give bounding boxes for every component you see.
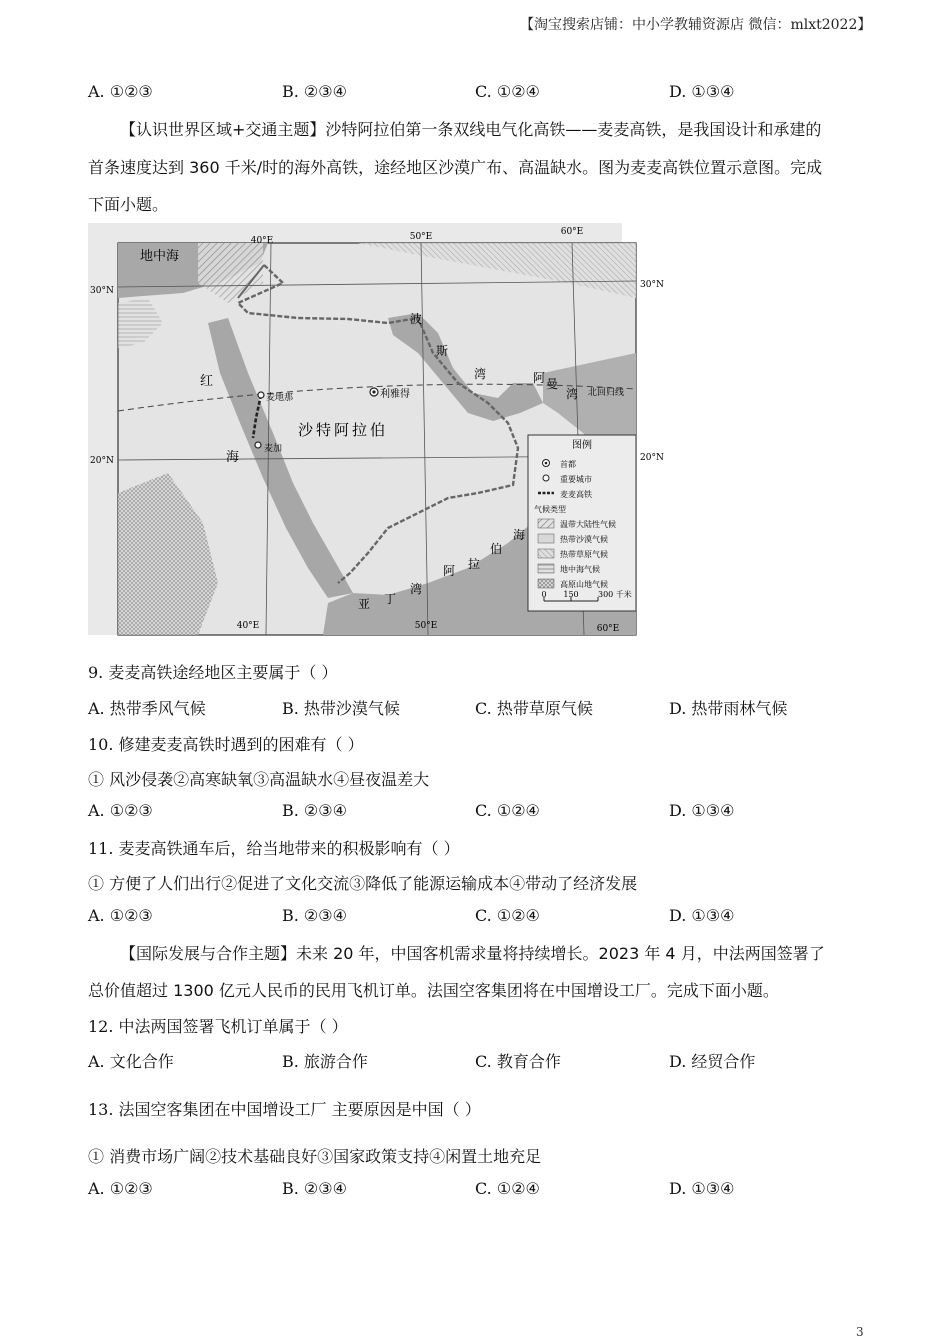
q8-option-c[interactable]: C. ①②④ <box>475 82 540 101</box>
legend-city: 重要城市 <box>560 475 592 484</box>
q9-stem: 9. 麦麦高铁途经地区主要属于（ ） <box>88 663 338 682</box>
q11-option-b[interactable]: B. ②③④ <box>282 906 347 925</box>
legend-climate-3: 热带草原气候 <box>560 550 608 559</box>
label-bottom-60e: 60°E <box>596 624 620 634</box>
q8-option-a[interactable]: A. ①②③ <box>88 82 153 101</box>
legend-title: 图例 <box>572 440 592 451</box>
label-aden-1: 亚 <box>358 597 371 611</box>
intro2-line2: 总价值超过 1300 亿元人民币的民用飞机订单。法国空客集团将在中国增设工厂。完成下面小题。 <box>88 981 779 1000</box>
q13-option-b[interactable]: B. ②③④ <box>282 1179 347 1198</box>
q13-option-d[interactable]: D. ①③④ <box>669 1179 735 1198</box>
label-red-sea-1: 红 <box>200 374 214 389</box>
legend-railway: 麦麦高铁 <box>560 490 592 499</box>
label-left-30n: 30°N <box>90 286 114 296</box>
q12-stem: 12. 中法两国签署飞机订单属于（ ） <box>88 1017 348 1036</box>
arabia-railway-map <box>88 223 664 635</box>
legend-scale-300: 300 千米 <box>598 590 632 599</box>
label-bottom-50e: 50°E <box>414 621 438 631</box>
label-top-60e: 60°E <box>560 227 584 237</box>
q10-option-c[interactable]: C. ①②④ <box>475 801 540 820</box>
intro2-line1: 【国际发展与合作主题】未来 20 年，中国客机需求量将持续增长。2023 年 4 月，中法两国签署了 <box>120 944 825 963</box>
label-riyadh: 利雅得 <box>380 389 410 400</box>
label-mecca: 麦加 <box>264 444 283 454</box>
q10-option-a[interactable]: A. ①②③ <box>88 801 153 820</box>
q11-items: ① 方便了人们出行②促进了文化交流③降低了能源运输成本④带动了经济发展 <box>88 874 638 893</box>
medina-marker <box>258 392 264 398</box>
q12-option-a[interactable]: A. 文化合作 <box>88 1052 174 1071</box>
q8-option-d[interactable]: D. ①③④ <box>669 82 735 101</box>
q12-option-b[interactable]: B. 旅游合作 <box>282 1052 368 1071</box>
mecca-marker <box>255 442 261 448</box>
label-arabian-sea-4: 海 <box>513 528 526 542</box>
legend-climate-1: 温带大陆性气候 <box>560 520 616 529</box>
q9-option-b[interactable]: B. 热带沙漠气候 <box>282 699 400 718</box>
q13-option-c[interactable]: C. ①②④ <box>475 1179 540 1198</box>
label-arabian-sea-1: 阿 <box>443 564 456 578</box>
label-bottom-40e: 40°E <box>236 621 260 631</box>
label-aden-2: 丁 <box>384 592 397 606</box>
page-header: 【淘宝搜索店铺：中小学教辅资源店 微信：mlxt2022】 <box>520 17 872 33</box>
q11-option-d[interactable]: D. ①③④ <box>669 906 735 925</box>
label-right-20n: 20°N <box>640 453 664 463</box>
label-left-20n: 20°N <box>90 456 114 466</box>
label-tropic: 北回归线 <box>588 388 625 398</box>
q12-option-d[interactable]: D. 经贸合作 <box>669 1052 756 1071</box>
intro1-line1: 【认识世界区域+交通主题】沙特阿拉伯第一条双线电气化高铁——麦麦高铁，是我国设计和承建的 <box>120 120 822 139</box>
label-mediterranean: 地中海 <box>140 249 180 264</box>
label-top-40e: 40°E <box>250 236 274 246</box>
q8-option-b[interactable]: B. ②③④ <box>282 82 347 101</box>
q13-items: ① 消费市场广阔②技术基础良好③国家政策支持④闲置土地充足 <box>88 1147 542 1166</box>
q9-option-d[interactable]: D. 热带雨林气候 <box>669 699 788 718</box>
legend-climate-title: 气候类型 <box>534 505 566 514</box>
page-number: 3 <box>856 1325 864 1339</box>
label-gulf-1: 波 <box>410 312 423 326</box>
label-medina: 麦地那 <box>266 393 294 403</box>
legend-climate-2: 热带沙漠气候 <box>560 535 608 544</box>
q9-option-a[interactable]: A. 热带季风气候 <box>88 699 206 718</box>
label-oman-2: 曼 <box>546 377 559 391</box>
label-gulf-3: 湾 <box>474 367 487 381</box>
legend-capital: 首都 <box>560 460 576 469</box>
label-right-30n: 30°N <box>640 280 664 290</box>
label-saudi-arabia: 沙特阿拉伯 <box>298 421 389 439</box>
intro1-line2: 首条速度达到 360 千米/时的海外高铁，途经地区沙漠广布、高温缺水。图为麦麦高铁位置示意图。完成 <box>88 158 823 177</box>
legend-scale-0: 0 <box>541 590 547 599</box>
label-oman-3: 湾 <box>566 387 579 401</box>
q13-option-a[interactable]: A. ①②③ <box>88 1179 153 1198</box>
q11-option-a[interactable]: A. ①②③ <box>88 906 153 925</box>
intro1-line3: 下面小题。 <box>88 195 169 214</box>
label-red-sea-2: 海 <box>226 450 240 465</box>
label-gulf-2: 斯 <box>436 344 449 358</box>
q10-items: ① 风沙侵袭②高寒缺氧③高温缺水④昼夜温差大 <box>88 770 430 789</box>
label-arabian-sea-3: 伯 <box>490 542 503 556</box>
q13-stem: 13. 法国空客集团在中国增设工厂 主要原因是中国（ ） <box>88 1100 481 1119</box>
map-legend <box>528 435 636 611</box>
q12-option-c[interactable]: C. 教育合作 <box>475 1052 561 1071</box>
q10-option-b[interactable]: B. ②③④ <box>282 801 347 820</box>
legend-climate-4: 地中海气候 <box>560 565 600 574</box>
q10-option-d[interactable]: D. ①③④ <box>669 801 735 820</box>
q11-option-c[interactable]: C. ①②④ <box>475 906 540 925</box>
q11-stem: 11. 麦麦高铁通车后，给当地带来的积极影响有（ ） <box>88 839 460 858</box>
q9-option-c[interactable]: C. 热带草原气候 <box>475 699 593 718</box>
label-arabian-sea-2: 拉 <box>468 557 481 571</box>
q10-stem: 10. 修建麦麦高铁时遇到的困难有（ ） <box>88 735 364 754</box>
label-oman-1: 阿 <box>533 371 546 385</box>
label-top-50e: 50°E <box>409 232 433 242</box>
label-aden-3: 湾 <box>410 582 423 596</box>
legend-scale-150: 150 <box>563 590 579 599</box>
legend-climate-5: 高原山地气候 <box>560 580 608 589</box>
